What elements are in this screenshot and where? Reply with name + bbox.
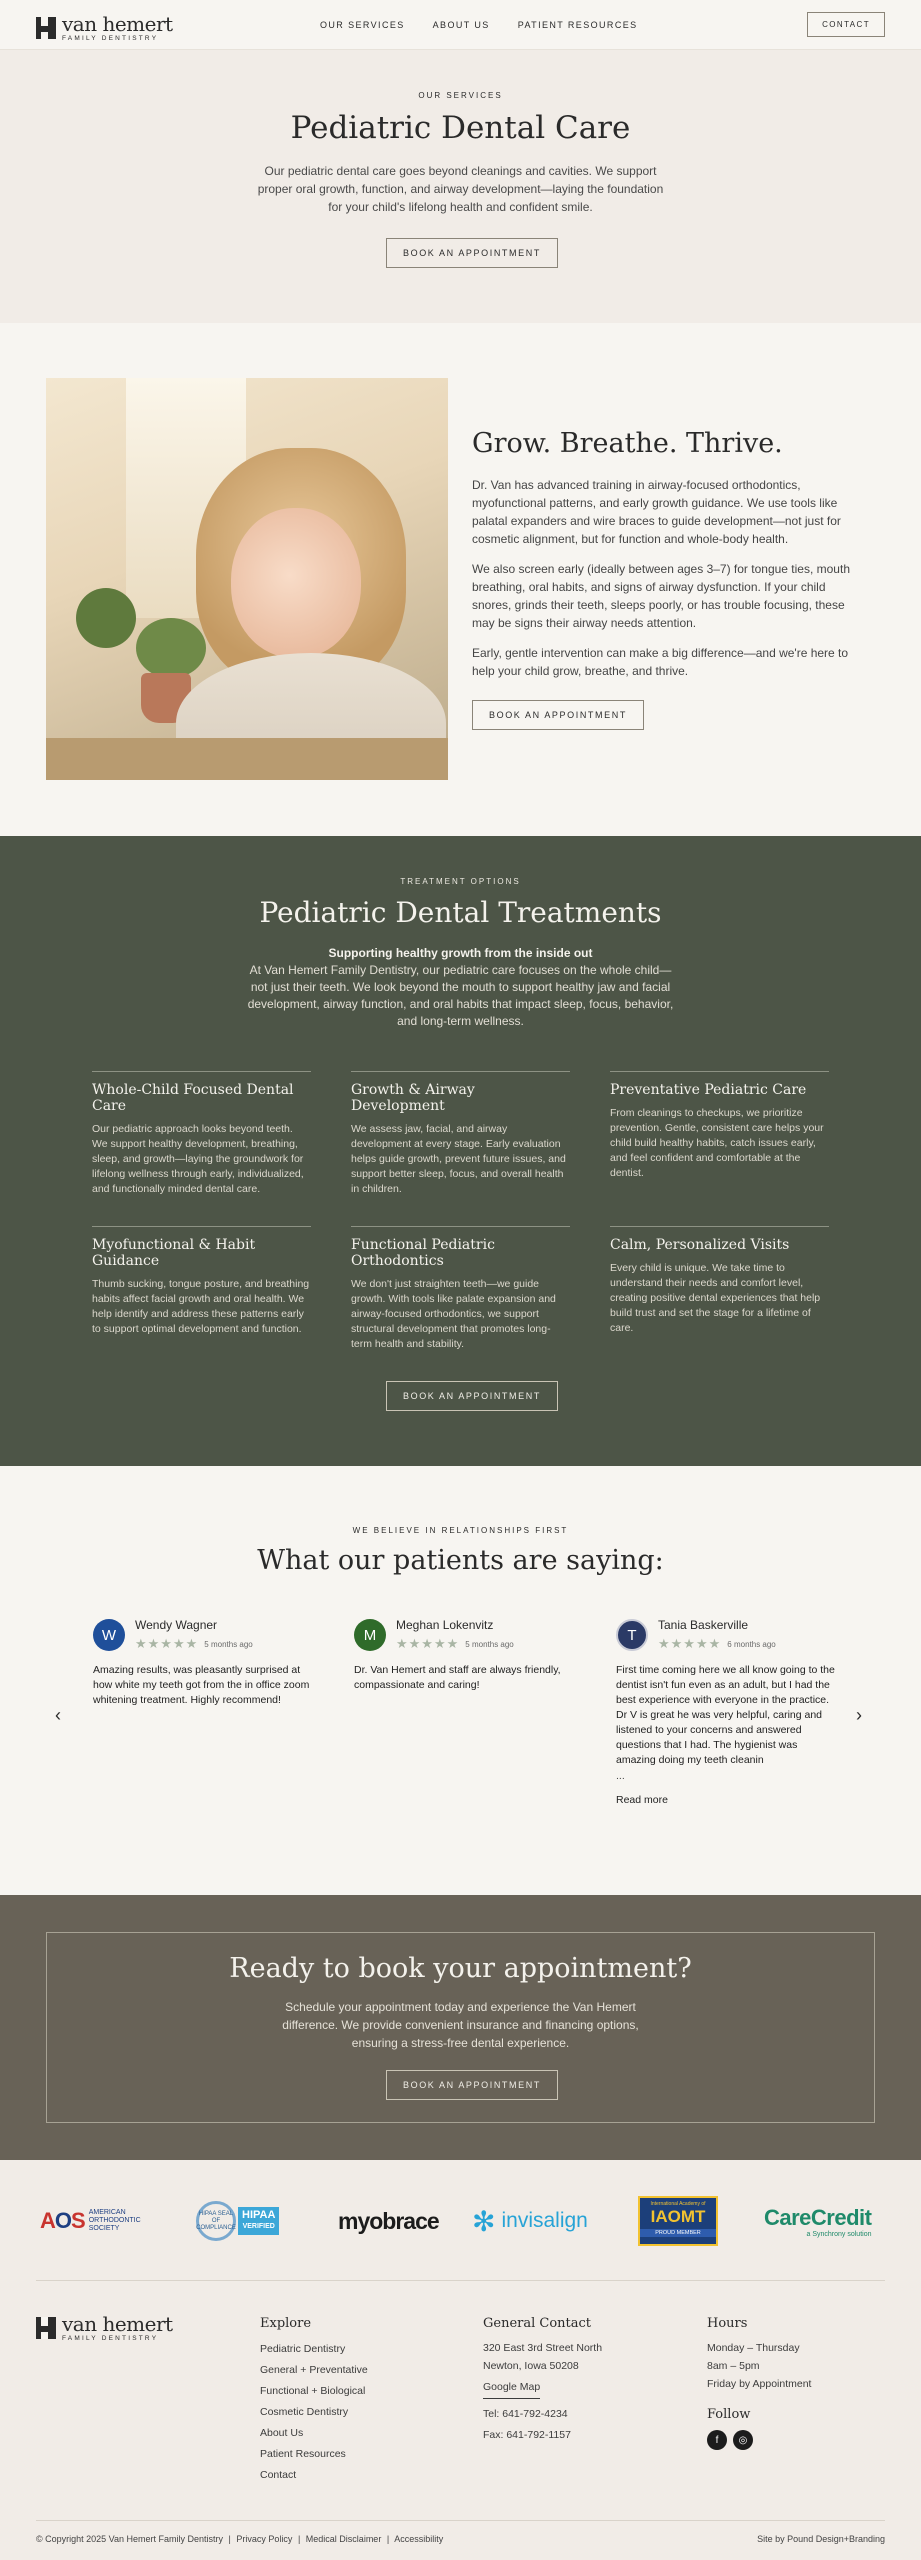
accessibility-link[interactable]: Accessibility <box>394 2534 444 2544</box>
footer-link-pediatric[interactable]: Pediatric Dentistry <box>260 2343 346 2355</box>
grow-book-button[interactable]: BOOK AN APPOINTMENT <box>472 700 644 730</box>
star-rating-icon: ★★★★★ <box>396 1636 460 1651</box>
hero-text: Our pediatric dental care goes beyond cleanings and cavities. We support proper oral growth, function, and airway development—laying the foundation for your child's lifelong health and confident smile. <box>257 164 664 214</box>
footer-logo[interactable]: van hemert FAMILY DENTISTRY <box>36 2314 173 2343</box>
reviewer-name: Meghan Lokenvitz <box>396 1618 494 1632</box>
footer-contact: General Contact 320 East 3rd Street North Newton, Iowa 50208 Google Map Tel: 641-792-4234 Fax: 641-792-1157 <box>483 2316 602 2446</box>
footer-link-general[interactable]: General + Preventative <box>260 2364 368 2376</box>
review-time: 6 months ago <box>727 1639 776 1649</box>
site-header <box>0 0 921 50</box>
nav-patient-resources[interactable]: PATIENT RESOURCES <box>517 20 638 30</box>
google-map-link[interactable]: Google Map <box>483 2377 540 2399</box>
review-text: Dr. Van Hemert and staff are always friendly, compassionate and caring! <box>354 1664 561 1691</box>
grow-paragraph-2: We also screen early (ideally between ages 3–7) for tongue ties, mouth breathing, oral habits, and signs of airway dysfunction. If your child snores, grinds their teeth, sleeps poorly, or has trouble focusing, these may be signs their airway needs attention. <box>472 562 850 630</box>
treatment-card: Growth & Airway Development We assess jaw, facial, and airway development at every stage. Early evaluation helps guide growth, prevent future issues, and support better sleep, focus, and overall health in children. <box>351 1071 570 1197</box>
logo-mark-icon <box>36 2317 56 2339</box>
review-card <box>616 1618 838 1806</box>
cta-title: Ready to book your appointment? <box>229 1953 692 1984</box>
treatment-card: Myofunctional & Habit Guidance Thumb sucking, tongue posture, and breathing habits affect facial growth and oral health. We help identify and address these patterns early to support optimal development and function. <box>92 1226 311 1337</box>
aos-logo: AOS AMERICAN ORTHODONTIC SOCIETY <box>40 2208 141 2233</box>
footer-link-functional[interactable]: Functional + Biological <box>260 2385 366 2397</box>
treatments-title: Pediatric Dental Treatments <box>259 896 662 929</box>
treatments-subtitle: Supporting healthy growth from the inside out <box>328 946 593 960</box>
hipaa-logo: HIPAA SEAL OF COMPLIANCE HIPAA VERIFIED <box>196 2198 279 2244</box>
hero-section <box>0 50 921 323</box>
star-rating-icon: ★★★★★ <box>135 1636 199 1651</box>
footer-explore: Explore Pediatric Dentistry General + Preventative Functional + Biological Cosmetic Dentistry About Us Patient Resources Contact <box>260 2316 368 2486</box>
treatment-card: Functional Pediatric Orthodontics We don't just straighten teeth—we guide growth. With tools like palate expansion and airway-focused orthodontics, we support structural development that promotes long-term health and stability. <box>351 1226 570 1352</box>
treatments-section <box>0 836 921 1466</box>
phone-link[interactable]: Tel: 641-792-4234 <box>483 2408 568 2420</box>
reviewer-name: Tania Baskerville <box>658 1618 749 1632</box>
invisalign-logo: ✻ invisalign <box>472 2205 588 2237</box>
partner-logos <box>0 2160 921 2280</box>
child-photo <box>46 378 448 780</box>
footer-hours: Hours Monday – Thursday 8am – 5pm Friday by Appointment Follow f ◎ <box>707 2316 811 2450</box>
logo-subtitle: FAMILY DENTISTRY <box>62 35 159 42</box>
treatments-intro: At Van Hemert Family Dentistry, our pediatric care focuses on the whole child—not just their teeth. We look beyond the mouth to support healthy jaw and facial development, airway function, and oral habits that impact sleep, focus, behavior, and long-term wellness. <box>247 963 674 1028</box>
privacy-link[interactable]: Privacy Policy <box>236 2534 293 2544</box>
grow-paragraph-1: Dr. Van has advanced training in airway-focused orthodontics, myofunctional patterns, and early growth guidance. We use tools like palatal expanders and wire braces to guide development—not just for cosmetic alignment, but for function and whole-body health. <box>472 478 841 546</box>
site-footer <box>0 2280 921 2560</box>
footer-link-about[interactable]: About Us <box>260 2427 304 2439</box>
carousel-prev-icon[interactable]: ‹ <box>55 1705 61 1725</box>
cta-box <box>46 1932 875 2123</box>
site-credit[interactable]: Site by Pound Design+Branding <box>757 2534 885 2544</box>
grow-paragraph-3: Early, gentle intervention can make a big difference—and we're here to help your child grow, breathe, and thrive. <box>472 646 849 678</box>
instagram-icon[interactable]: ◎ <box>733 2430 753 2450</box>
logo-name: van hemert <box>62 12 173 36</box>
disclaimer-link[interactable]: Medical Disclaimer <box>305 2534 382 2544</box>
treatment-card: Whole-Child Focused Dental Care Our pediatric approach looks beyond teeth. We support healthy development, breathing, sleep, and growth—laying the groundwork for lifelong wellness through early, individualized, and functionally minded dental care. <box>92 1071 311 1197</box>
invisalign-star-icon: ✻ <box>472 2205 496 2237</box>
read-more-link[interactable]: Read more <box>616 1794 668 1806</box>
review-card <box>93 1618 315 1708</box>
footer-link-cosmetic[interactable]: Cosmetic Dentistry <box>260 2406 349 2418</box>
address-line-1: 320 East 3rd Street North <box>483 2342 603 2354</box>
copyright: © Copyright 2025 Van Hemert Family Dentistry <box>36 2534 224 2544</box>
grow-title: Grow. Breathe. Thrive. <box>472 428 783 459</box>
review-time: 5 months ago <box>204 1639 253 1649</box>
reviewer-name: Wendy Wagner <box>135 1618 218 1632</box>
avatar: M <box>354 1619 386 1651</box>
avatar: W <box>93 1619 125 1651</box>
treatment-card: Calm, Personalized Visits Every child is unique. We take time to understand their needs and comfort level, creating positive dental experiences that help build trust and set the stage for a lifetime of care. <box>610 1226 829 1336</box>
review-ellipsis: ... <box>616 1770 625 1782</box>
reviews-title: What our patients are saying: <box>257 1545 664 1576</box>
cta-text: Schedule your appointment today and experience the Van Hemert difference. We provide convenient insurance and financing options, ensuring a stress-free dental experience. <box>282 2000 639 2050</box>
iaomt-logo: International Academy of IAOMT PROUD MEMBER <box>638 2198 718 2244</box>
page-title: Pediatric Dental Care <box>290 110 631 146</box>
review-text: Amazing results, was pleasantly surprised at how white my teeth got from the in office zoom whitening treatment. Highly recommend! <box>93 1664 310 1706</box>
footer-link-resources[interactable]: Patient Resources <box>260 2448 346 2460</box>
treatments-book-button[interactable]: BOOK AN APPOINTMENT <box>386 1381 558 1411</box>
hero-eyebrow: OUR SERVICES <box>418 91 503 100</box>
review-time: 5 months ago <box>465 1639 514 1649</box>
avatar: T <box>616 1619 648 1651</box>
review-text: First time coming here we all know going to the dentist isn't fun even as an adult, but I had the best experience with everyone in the practice. Dr V is great he was very helpful, caring and listened to your concerns and answered questions that I had. The hygienist was amazing doing my teeth cleanin <box>616 1664 835 1766</box>
cta-book-button[interactable]: BOOK AN APPOINTMENT <box>386 2070 558 2100</box>
facebook-icon[interactable]: f <box>707 2430 727 2450</box>
treatments-eyebrow: TREATMENT OPTIONS <box>400 877 521 886</box>
logo[interactable] <box>36 14 173 43</box>
footer-link-contact[interactable]: Contact <box>260 2469 297 2481</box>
copyright-bar: © Copyright 2025 Van Hemert Family Dentistry | Privacy Policy | Medical Disclaimer | Accessibility <box>36 2534 444 2544</box>
hero-book-button[interactable]: BOOK AN APPOINTMENT <box>386 238 558 268</box>
myobrace-logo: myobrace <box>338 2207 439 2234</box>
star-rating-icon: ★★★★★ <box>658 1636 722 1651</box>
logo-mark-icon <box>36 17 56 39</box>
nav-our-services[interactable]: OUR SERVICES <box>320 20 405 30</box>
review-card <box>354 1618 576 1693</box>
nav-about-us[interactable]: ABOUT US <box>432 20 490 30</box>
address-line-2: Newton, Iowa 50208 <box>483 2360 579 2372</box>
carecredit-logo: CareCredit a Synchrony solution <box>764 2204 872 2238</box>
fax-number: Fax: 641-792-1157 <box>483 2429 571 2441</box>
cta-section <box>0 1895 921 2160</box>
main-nav <box>320 20 638 30</box>
contact-button[interactable]: CONTACT <box>807 12 885 37</box>
treatment-card: Preventative Pediatric Care From cleanings to checkups, we prioritize prevention. Gentle, consistent care helps your child build healthy habits, catch issues early, and feel confident and comfortable at the dentist. <box>610 1071 829 1181</box>
reviews-eyebrow: WE BELIEVE IN RELATIONSHIPS FIRST <box>352 1526 569 1535</box>
carousel-next-icon[interactable]: › <box>856 1705 862 1725</box>
